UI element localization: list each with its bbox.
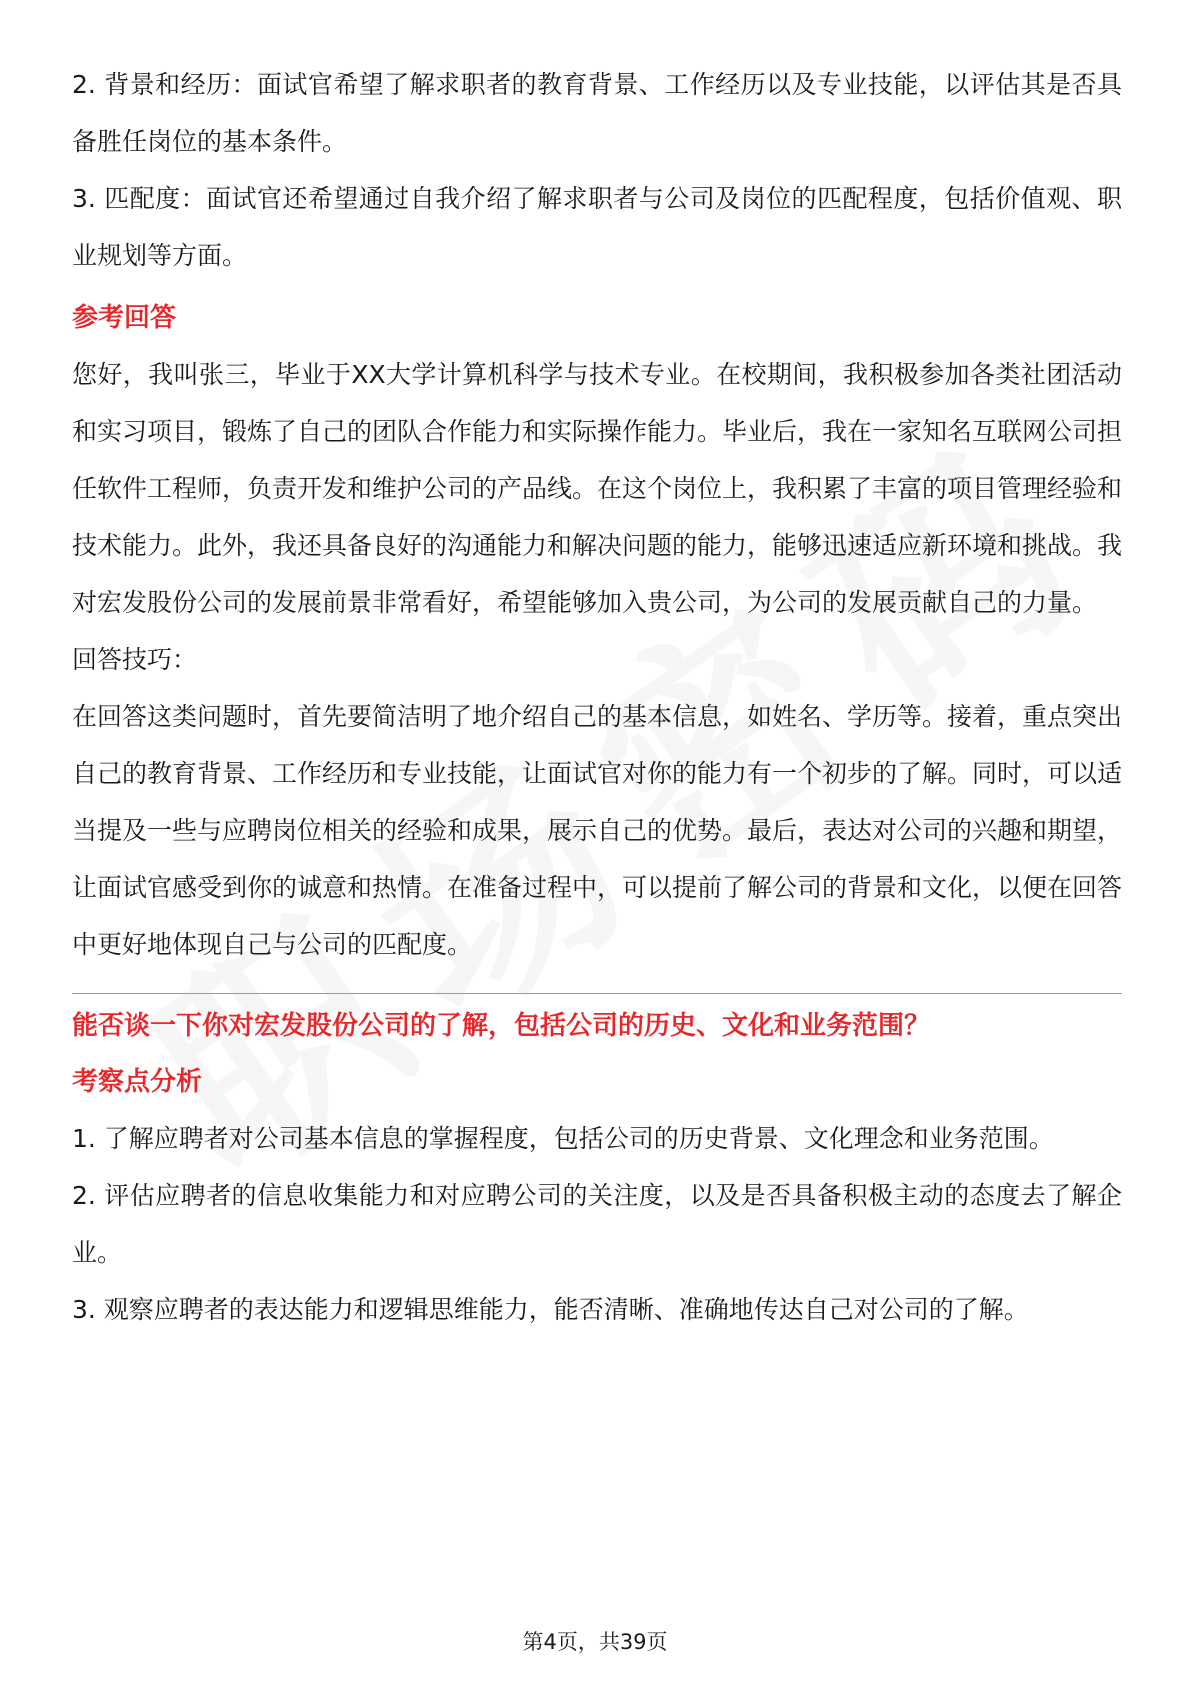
analysis-point-3: 3. 观察应聘者的表达能力和逻辑思维能力，能否清晰、准确地传达自己对公司的了解。 xyxy=(72,1295,1029,1324)
tips-label: 回答技巧： xyxy=(72,645,198,674)
section-divider xyxy=(72,993,1122,994)
document-page xyxy=(72,56,1122,1338)
point-background: 2. 背景和经历：面试官希望了解求职者的教育背景、工作经历以及专业技能，以评估其是否具备胜任岗位的基本条件。 xyxy=(72,70,1122,156)
page-number: 第4页，共39页 xyxy=(522,1630,668,1654)
point-match: 3. 匹配度：面试官还希望通过自我介绍了解求职者与公司及岗位的匹配程度，包括价值观、职业规划等方面。 xyxy=(72,184,1122,270)
analysis-point-1: 1. 了解应聘者对公司基本信息的掌握程度，包括公司的历史背景、文化理念和业务范围。 xyxy=(72,1124,1054,1153)
answer-text: 您好，我叫张三，毕业于XX大学计算机科学与技术专业。在校期间，我积极参加各类社团活动和实习项目，锻炼了自己的团队合作能力和实际操作能力。毕业后，我在一家知名互联网公司担任软件工程师，负责开发和维护公司的产品线。在这个岗位上，我积累了丰富的项目管理经验和技术能力。此外，我还具备良好的沟通能力和解决问题的能力，能够迅速适应新环境和挑战。我对宏发股份公司的发展前景非常看好，希望能够加入贵公司，为公司的发展贡献自己的力量。 xyxy=(72,360,1123,617)
tips-text: 在回答这类问题时，首先要简洁明了地介绍自己的基本信息，如姓名、学历等。接着，重点突出自己的教育背景、工作经历和专业技能，让面试官对你的能力有一个初步的了解。同时，可以适当提及一些与应聘岗位相关的经验和成果，展示自己的优势。最后，表达对公司的兴趣和期望，让面试官感受到你的诚意和热情。在准备过程中，可以提前了解公司的背景和文化，以便在回答中更好地体现自己与公司的匹配度。 xyxy=(72,702,1123,959)
analysis-point-2: 2. 评估应聘者的信息收集能力和对应聘公司的关注度，以及是否具备积极主动的态度去了解企业。 xyxy=(72,1181,1122,1267)
analysis-heading: 考察点分析 xyxy=(72,1067,203,1097)
question-heading: 能否谈一下你对宏发股份公司的了解，包括公司的历史、文化和业务范围？ xyxy=(72,1011,931,1041)
answer-heading: 参考回答 xyxy=(72,303,177,333)
